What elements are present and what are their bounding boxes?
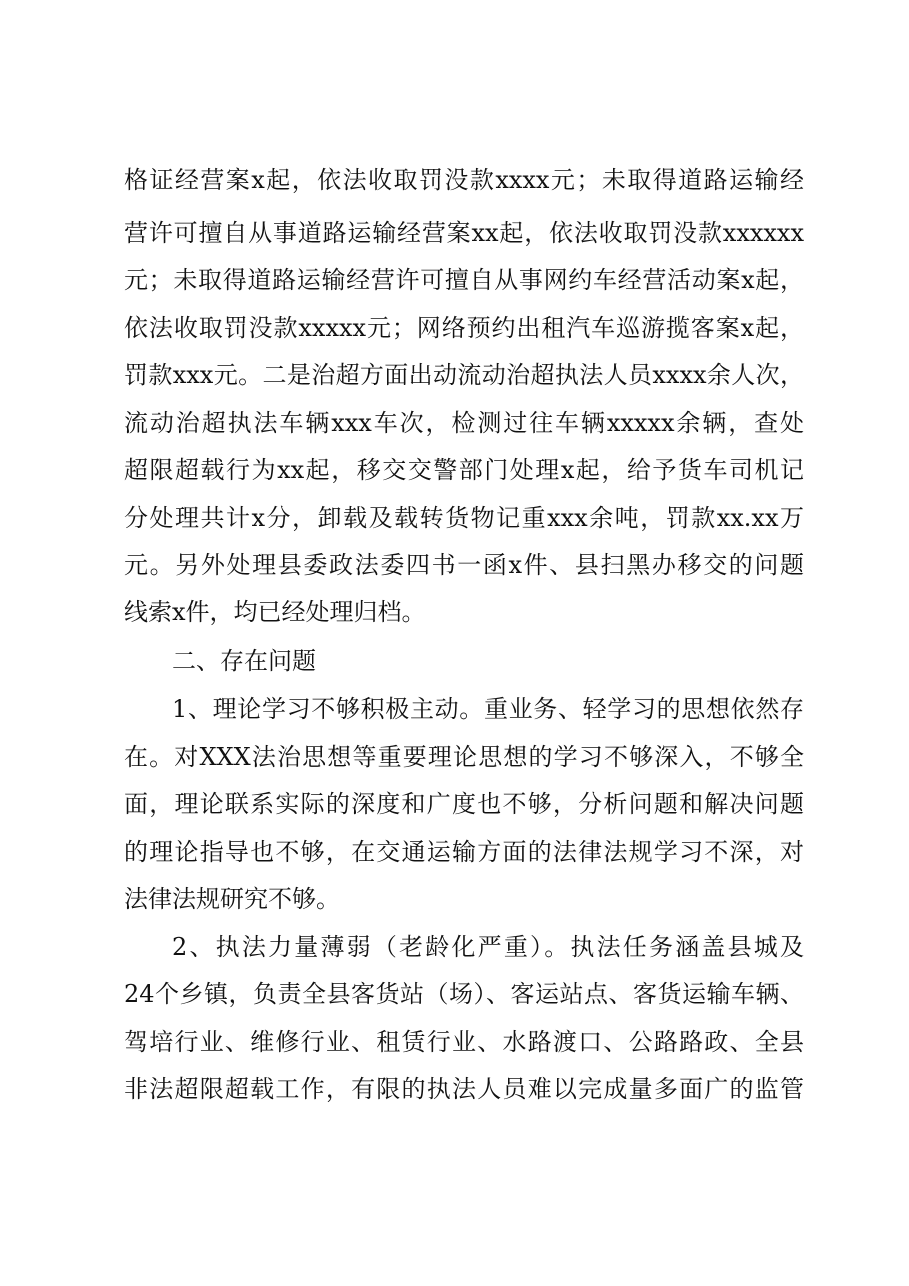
paragraph-line: 在。对XXX法治思想等重要理论思想的学习不够深入，不够全	[124, 743, 804, 771]
paragraph-line: 法律法规研究不够。	[124, 885, 340, 913]
paragraph-line: 的理论指导也不够，在交通运输方面的法律法规学习不深，对	[124, 838, 804, 866]
paragraph-line: 罚款xxx元。二是治超方面出动流动治超执法人员xxxx余人次，	[124, 361, 804, 389]
paragraph-line: 超限超载行为xx起，移交交警部门处理x起，给予货车司机记	[124, 456, 804, 484]
paragraph-line: 非法超限超载工作，有限的执法人员难以完成量多面广的监管	[124, 1075, 804, 1103]
paragraph-line: 24个乡镇，负责全县客货站（场）、客运站点、客货运输车辆、	[124, 980, 804, 1008]
paragraph-line: 营许可擅自从事道路运输经营案xx起，依法收取罚没款xxxxxx	[124, 219, 804, 247]
paragraph-line: 格证经营案x起，依法收取罚没款xxxx元；未取得道路运输经	[124, 166, 804, 194]
paragraph-line: 流动治超执法车辆xxx车次，检测过往车辆xxxxx余辆，查处	[124, 409, 804, 437]
section-heading: 二、存在问题	[172, 647, 316, 675]
paragraph-line: 元；未取得道路运输经营许可擅自从事网约车经营活动案x起，	[124, 266, 804, 294]
paragraph-line: 分处理共计x分，卸载及载转货物记重xxx余吨，罚款xx.xx万	[124, 504, 804, 532]
paragraph-line: 1、理论学习不够积极主动。重业务、轻学习的思想依然存	[172, 695, 804, 723]
paragraph-line: 驾培行业、维修行业、租赁行业、水路渡口、公路路政、全县	[124, 1028, 804, 1056]
paragraph-line: 面，理论联系实际的深度和广度也不够，分析问题和解决问题	[124, 790, 804, 818]
paragraph-line: 元。另外处理县委政法委四书一函x件、县扫黑办移交的问题	[124, 551, 804, 579]
paragraph-line: 2、执法力量薄弱（老龄化严重）。执法任务涵盖县城及	[172, 933, 804, 961]
paragraph-line: 线索x件，均已经处理归档。	[124, 598, 426, 626]
paragraph-line: 依法收取罚没款xxxxx元；网络预约出租汽车巡游揽客案x起，	[124, 314, 804, 342]
